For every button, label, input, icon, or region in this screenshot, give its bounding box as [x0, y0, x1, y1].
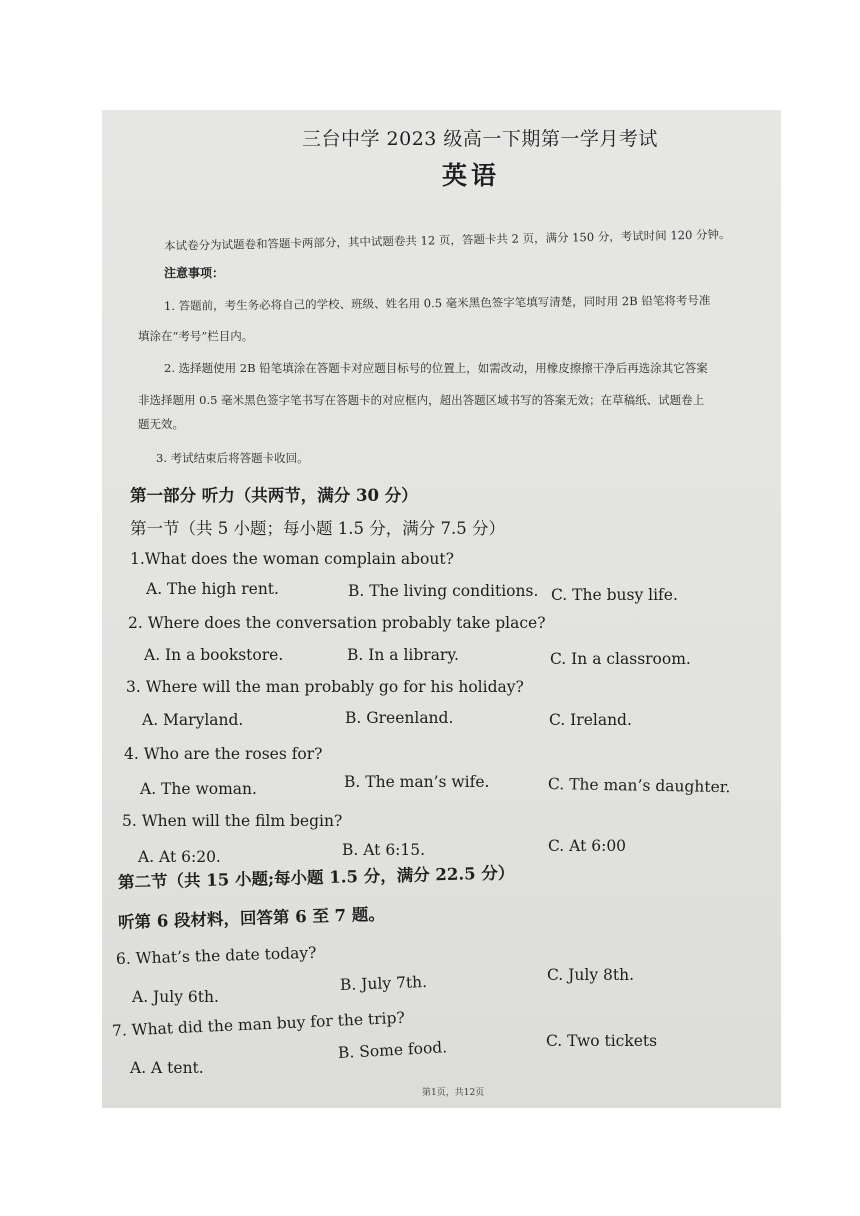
exam-title: 三台中学 2023 级高一下期第一学月考试: [302, 128, 658, 150]
option-a: A. In a bookstore.: [144, 646, 284, 664]
option-a: A. July 6th.: [132, 988, 219, 1006]
option-c: C. Ireland.: [549, 711, 632, 729]
question-6: 6. What’s the date today?: [115, 943, 317, 968]
question-7: 7. What did the man buy for the trip?: [111, 1008, 406, 1040]
option-a: A. At 6:20.: [138, 848, 221, 866]
option-c: C. The busy life.: [551, 586, 678, 604]
option-a: A. The woman.: [140, 780, 257, 798]
page-number: 第1页，共12页: [422, 1088, 485, 1098]
option-b: B. July 7th.: [339, 972, 428, 994]
option-c: C. In a classroom.: [550, 650, 691, 668]
option-b: B. In a library.: [347, 646, 459, 664]
option-b: B. At 6:15.: [342, 841, 426, 859]
option-b: B. The living conditions.: [348, 582, 539, 600]
note-line: 2. 选择题使用 2B 铅笔填涂在答题卡对应题目标号的位置上，如需改动，用橡皮擦擦干净后再选涂其它答案: [164, 361, 708, 375]
question-1: 1.What does the woman complain about?: [130, 550, 454, 568]
option-b: B. Greenland.: [345, 709, 454, 727]
option-a: A. Maryland.: [142, 711, 244, 729]
note-line: 题无效。: [138, 417, 184, 431]
option-c: C. July 8th.: [547, 966, 634, 984]
note-line: 1. 答题前，考生务必将自己的学校、班级、姓名用 0.5 毫米黑色签字笔填写清楚，同时用 2B 铅笔将考号准: [163, 293, 711, 313]
question-5: 5. When will the film begin?: [122, 812, 343, 830]
listening-instruction: 听第 6 段材料，回答第 6 至 7 题。: [117, 904, 386, 932]
question-4: 4. Who are the roses for?: [124, 745, 323, 763]
option-b: B. The man’s wife.: [344, 773, 490, 791]
option-c: C. The man’s daughter.: [547, 775, 731, 797]
exam-page: [102, 110, 781, 1108]
option-c: C. Two tickets: [546, 1032, 658, 1050]
question-2: 2. Where does the conversation probably take place?: [128, 614, 546, 632]
subject-title: 英语: [442, 161, 501, 190]
note-line: 非选择题用 0.5 毫米黑色签字笔书写在答题卡的对应框内，超出答题区域书写的答案无效；在草稿纸、试题卷上: [138, 393, 705, 407]
intro-text: 本试卷分为试题卷和答题卡两部分，其中试题卷共 12 页，答题卡共 2 页，满分 150 分，考试时间 120 分钟。: [163, 227, 731, 253]
part1-heading: 第一部分 听力（共两节，满分 30 分）: [130, 486, 418, 505]
question-3: 3. Where will the man probably go for his holiday?: [126, 678, 524, 696]
note-line: 填涂在“考号”栏目内。: [138, 329, 254, 343]
note-line: 3. 考试结束后将答题卡收回。: [156, 451, 309, 465]
section1-heading: 第一节（共 5 小题；每小题 1.5 分，满分 7.5 分）: [130, 519, 505, 538]
option-b: B. Some food.: [337, 1038, 448, 1062]
option-a: A. The high rent.: [146, 580, 279, 598]
option-a: A. A tent.: [130, 1059, 204, 1077]
notes-heading: 注意事项：: [164, 266, 225, 280]
section2-heading: 第二节（共 15 小题;每小题 1.5 分，满分 22.5 分）: [117, 863, 515, 892]
option-c: C. At 6:00: [548, 837, 627, 855]
